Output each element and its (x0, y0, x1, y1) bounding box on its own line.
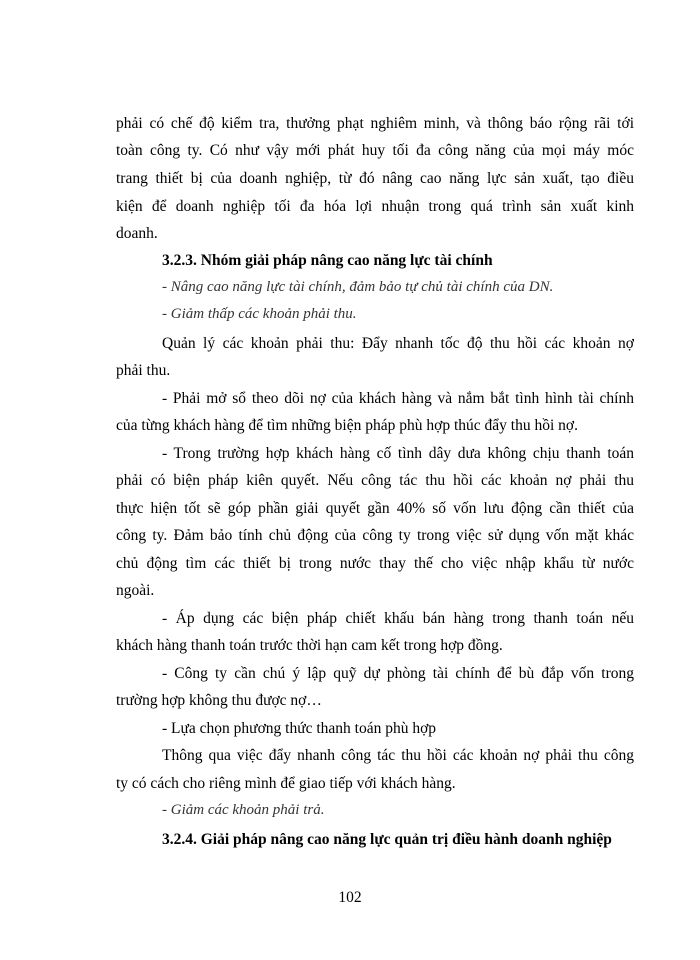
italic-bullet: - Giảm các khoản phải trả. (162, 802, 325, 818)
paragraph-line: chủ động tìm các thiết bị trong nước thay thế cho việc nhập khẩu từ nước (116, 555, 634, 572)
paragraph-line: công ty. Đảm bảo tính chủ động của công ty trong việc sử dụng vốn mặt khác (116, 527, 634, 544)
paragraph-line: kiện để doanh nghiệp tối đa hóa lợi nhuận trong quá trình sản xuất kinh (116, 198, 634, 215)
paragraph-line: của từng khách hàng để tìm những biện pháp phù hợp thúc đẩy thu hồi nợ. (116, 417, 578, 434)
paragraph-line: ty có cách cho riêng mình để giao tiếp với khách hàng. (116, 775, 456, 792)
italic-bullet: - Giảm thấp các khoản phải thu. (162, 306, 357, 322)
paragraph-line: - Lựa chọn phương thức thanh toán phù hợp (162, 720, 437, 737)
italic-bullet: - Nâng cao năng lực tài chính, đảm bảo tự chủ tài chính của DN. (162, 279, 554, 295)
paragraph-line: phải có chế độ kiểm tra, thưởng phạt nghiêm minh, và thông báo rộng rãi tới (116, 115, 634, 132)
section-heading-3-2-4: 3.2.4. Giải pháp nâng cao năng lực quản trị điều hành doanh nghiệp (162, 831, 612, 848)
paragraph-line: Thông qua việc đẩy nhanh công tác thu hồi các khoản nợ phải thu công (162, 747, 634, 764)
paragraph-line: - Áp dụng các biện pháp chiết khấu bán hàng trong thanh toán nếu (162, 610, 634, 627)
paragraph-line: phải thu. (116, 362, 171, 379)
paragraph-line: trang thiết bị của doanh nghiệp, từ đó nâng cao năng lực sản xuất, tạo điều (116, 170, 634, 187)
paragraph-line: Quản lý các khoản phải thu: Đẩy nhanh tốc độ thu hồi các khoản nợ (162, 335, 634, 352)
paragraph-line: - Phải mở sổ theo dõi nợ của khách hàng và nắm bắt tình hình tài chính (162, 390, 634, 407)
paragraph-line: - Trong trường hợp khách hàng cố tình dây dưa không chịu thanh toán (162, 445, 634, 462)
paragraph-line: ngoài. (116, 582, 155, 599)
section-heading-3-2-3: 3.2.3. Nhóm giải pháp nâng cao năng lực tài chính (162, 252, 493, 269)
page-number: 102 (338, 889, 362, 906)
paragraph-line: phải có biện pháp kiên quyết. Nếu công tác thu hồi các khoản nợ phải thu (116, 472, 634, 489)
paragraph-line: khách hàng thanh toán trước thời hạn cam kết trong hợp đồng. (116, 637, 503, 654)
paragraph-line: toàn công ty. Có như vậy mới phát huy tối đa công năng của mọi máy móc (116, 142, 634, 159)
paragraph-line: doanh. (116, 225, 158, 242)
paragraph-line: trường hợp không thu được nợ… (116, 692, 322, 709)
paragraph-line: thực hiện tốt sẽ góp phần giải quyết gần 40% số vốn lưu động cần thiết của (116, 500, 634, 517)
paragraph-line: - Công ty cần chú ý lập quỹ dự phòng tài chính để bù đắp vốn trong (162, 665, 634, 682)
